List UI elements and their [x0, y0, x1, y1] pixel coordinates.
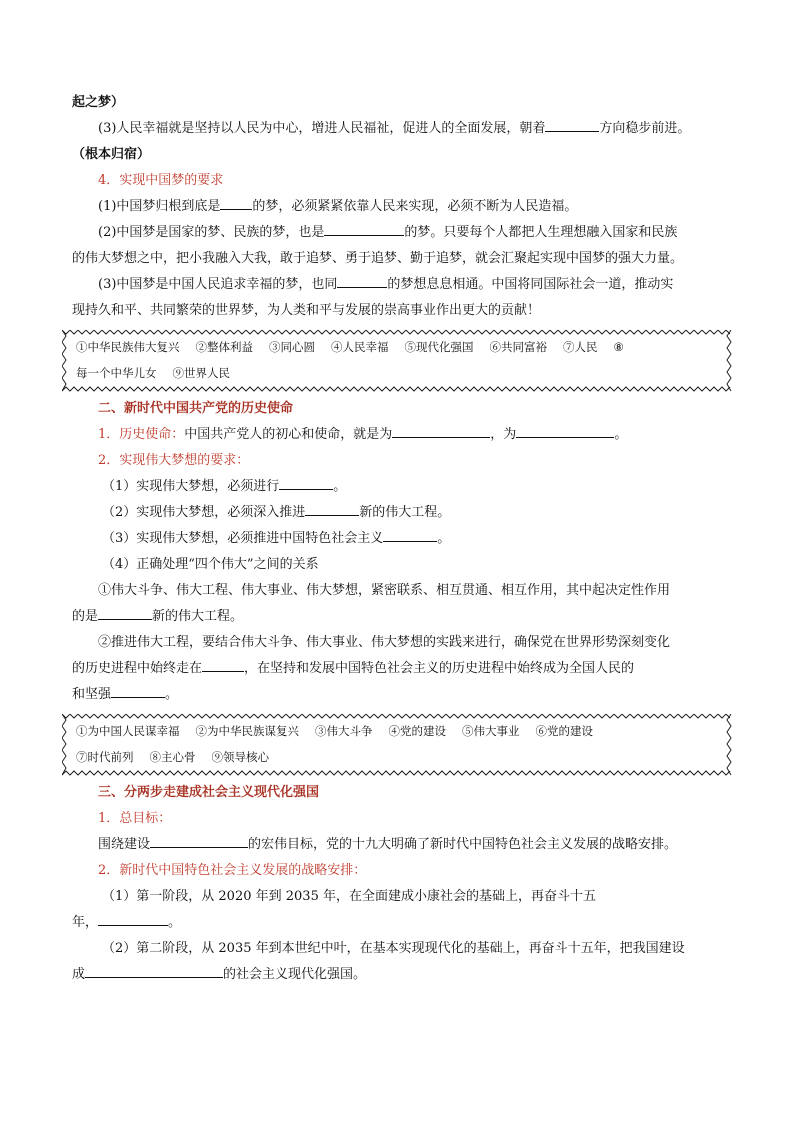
- option: ①为中国人民谋幸福: [76, 724, 180, 738]
- s4-point-1: [72, 194, 722, 220]
- fill-blank[interactable]: [111, 682, 165, 698]
- s2-req-4: （4）正确处理“四个伟大”之间的关系: [102, 557, 319, 572]
- s2-item-1: [72, 422, 722, 448]
- option: ①中华民族伟大复兴: [76, 340, 180, 354]
- option: ⑥党的建设: [535, 724, 593, 738]
- s2-relation-2-end: [72, 682, 722, 708]
- s2-relation-1: ①伟大斗争、伟大工程、伟大事业、伟大梦想，紧密联系、相互贯通、相互作用，其中起决定性作用: [98, 583, 671, 598]
- option: ⑧主心骨: [149, 750, 196, 764]
- s2-relation-2: ②推进伟大工程，要结合伟大斗争、伟大事业、伟大梦想的实践来进行，确保党在世界形势深刻变化: [98, 635, 671, 650]
- text: 方向稳步前进。: [599, 121, 691, 136]
- s2-relation-2-cont: [72, 656, 722, 682]
- fill-blank[interactable]: [516, 422, 614, 438]
- text: 和坚强: [72, 687, 112, 702]
- text: 的梦。只要每个人都把人生理想融入国家和民族: [404, 225, 678, 240]
- text: 年，: [72, 915, 99, 930]
- s3-stage-1-cont: [72, 910, 722, 936]
- text: 。: [333, 479, 347, 494]
- text: ，在坚持和发展中国特色社会主义的历史进程中始终成为全国人民的: [244, 661, 635, 676]
- fill-blank[interactable]: [98, 910, 168, 926]
- text: 围绕建设: [98, 837, 151, 852]
- text: 新的伟大工程。: [152, 609, 244, 624]
- text: 的梦想息息相通。中国将同国际社会一道，推动实: [387, 277, 674, 292]
- fill-blank[interactable]: [98, 604, 152, 620]
- answer-options-box-1: [62, 330, 732, 390]
- text-fragment: 起之梦）: [72, 95, 125, 110]
- text: 的历史进程中始终走在: [72, 661, 203, 676]
- text: 新的伟大工程。: [359, 505, 451, 520]
- worksheet-page: [72, 90, 722, 988]
- zigzag-border: [62, 714, 732, 776]
- option: ③伟大斗争: [315, 724, 373, 738]
- s4-point-2: [72, 220, 722, 246]
- text: (2)中国梦是国家的梦、民族的梦，也是: [98, 225, 325, 240]
- option: ②整体利益: [195, 340, 253, 354]
- fill-blank[interactable]: [279, 474, 333, 490]
- point-3-text: [72, 116, 722, 142]
- text: 的梦，必须紧紧依靠人民来实现，必须不断为人民造福。: [252, 199, 578, 214]
- item-label: 1．历史使命：: [98, 427, 185, 442]
- fill-blank[interactable]: [337, 272, 387, 288]
- s4-point-3: [72, 272, 722, 298]
- s2-relation-1-cont: [72, 604, 722, 630]
- option: ⑧: [613, 340, 624, 354]
- s2-item-2: 2．实现伟大梦想的要求：: [98, 453, 250, 468]
- text: (1)中国梦归根到底是: [98, 199, 221, 214]
- text: (3)中国梦是中国人民追求幸福的梦，也同: [98, 277, 338, 292]
- text: 。: [437, 531, 451, 546]
- option: ②为中华民族谋复兴: [195, 724, 299, 738]
- text: 。: [614, 427, 628, 442]
- s3-stage-1: （1）第一阶段，从 2020 年到 2035 年，在全面建成小康社会的基础上，再奋斗十五: [102, 889, 596, 904]
- note-root: （根本归宿）: [72, 147, 151, 162]
- option: ⑤现代化强国: [404, 340, 474, 354]
- s3-goal: [72, 832, 722, 858]
- s2-req-1: [72, 474, 722, 500]
- section-4-title: 4．实现中国梦的要求: [98, 173, 224, 188]
- text: （3）实现伟大梦想，必须推进中国特色社会主义: [102, 531, 384, 546]
- option: ⑨领导核心: [211, 750, 269, 764]
- s2-req-3: [72, 526, 722, 552]
- fill-blank[interactable]: [324, 220, 404, 236]
- fill-blank[interactable]: [220, 194, 252, 210]
- option: ⑨世界人民: [172, 366, 230, 380]
- s3-stage-2-cont: [72, 962, 722, 988]
- option: 每一个中华儿女: [76, 366, 157, 380]
- fill-blank[interactable]: [392, 422, 490, 438]
- text: （2）实现伟大梦想，必须深入推进: [102, 505, 306, 520]
- zigzag-border: [62, 330, 732, 392]
- fill-blank[interactable]: [383, 526, 437, 542]
- text: 。: [168, 915, 182, 930]
- text: 成: [72, 967, 86, 982]
- s4-point-2-cont: 的伟大梦想之中，把小我融入大我，敢于追梦、勇于追梦、勤于追梦，就会汇聚起实现中国梦的强大力量。: [72, 251, 684, 266]
- option: ④党的建设: [388, 724, 446, 738]
- s4-point-3-cont: 现持久和平、共同繁荣的世界梦，为人类和平与发展的崇高事业作出更大的贡献！: [72, 303, 541, 318]
- text: 的宏伟目标，党的十九大明确了新时代中国特色社会主义发展的战略安排。: [248, 837, 678, 852]
- fill-blank[interactable]: [202, 656, 244, 672]
- option: ⑥共同富裕: [489, 340, 547, 354]
- option: ⑦人民: [563, 340, 598, 354]
- text: 中国共产党人的初心和使命，就是为: [184, 427, 393, 442]
- fill-blank[interactable]: [85, 962, 223, 978]
- fill-blank[interactable]: [305, 500, 359, 516]
- text: 。: [165, 687, 179, 702]
- section-2-heading: 二、新时代中国共产党的历史使命: [98, 401, 294, 416]
- s2-req-2: [72, 500, 722, 526]
- fill-blank[interactable]: [545, 116, 599, 132]
- s3-item-1: 1．总目标：: [98, 811, 172, 826]
- option: ⑤伟大事业: [462, 724, 520, 738]
- text: 的是: [72, 609, 99, 624]
- text: ，为: [490, 427, 517, 442]
- answer-options-box-2: [62, 714, 732, 774]
- fill-blank[interactable]: [150, 832, 248, 848]
- section-3-heading: 三、分两步走建成社会主义现代化强国: [98, 785, 320, 800]
- option: ⑦时代前列: [76, 750, 134, 764]
- text: （1）实现伟大梦想，必须进行: [102, 479, 280, 494]
- option: ④人民幸福: [331, 340, 389, 354]
- text: (3)人民幸福就是坚持以人民为中心，增进人民福祉，促进人的全面发展，朝着: [98, 121, 546, 136]
- s3-item-2: 2．新时代中国特色社会主义发展的战略安排：: [98, 863, 367, 878]
- text: 的社会主义现代化强国。: [223, 967, 367, 982]
- option: ③同心圆: [269, 340, 315, 354]
- s3-stage-2: （2）第二阶段，从 2035 年到本世纪中叶，在基本实现现代化的基础上，再奋斗十五年，把我国建设: [102, 941, 685, 956]
